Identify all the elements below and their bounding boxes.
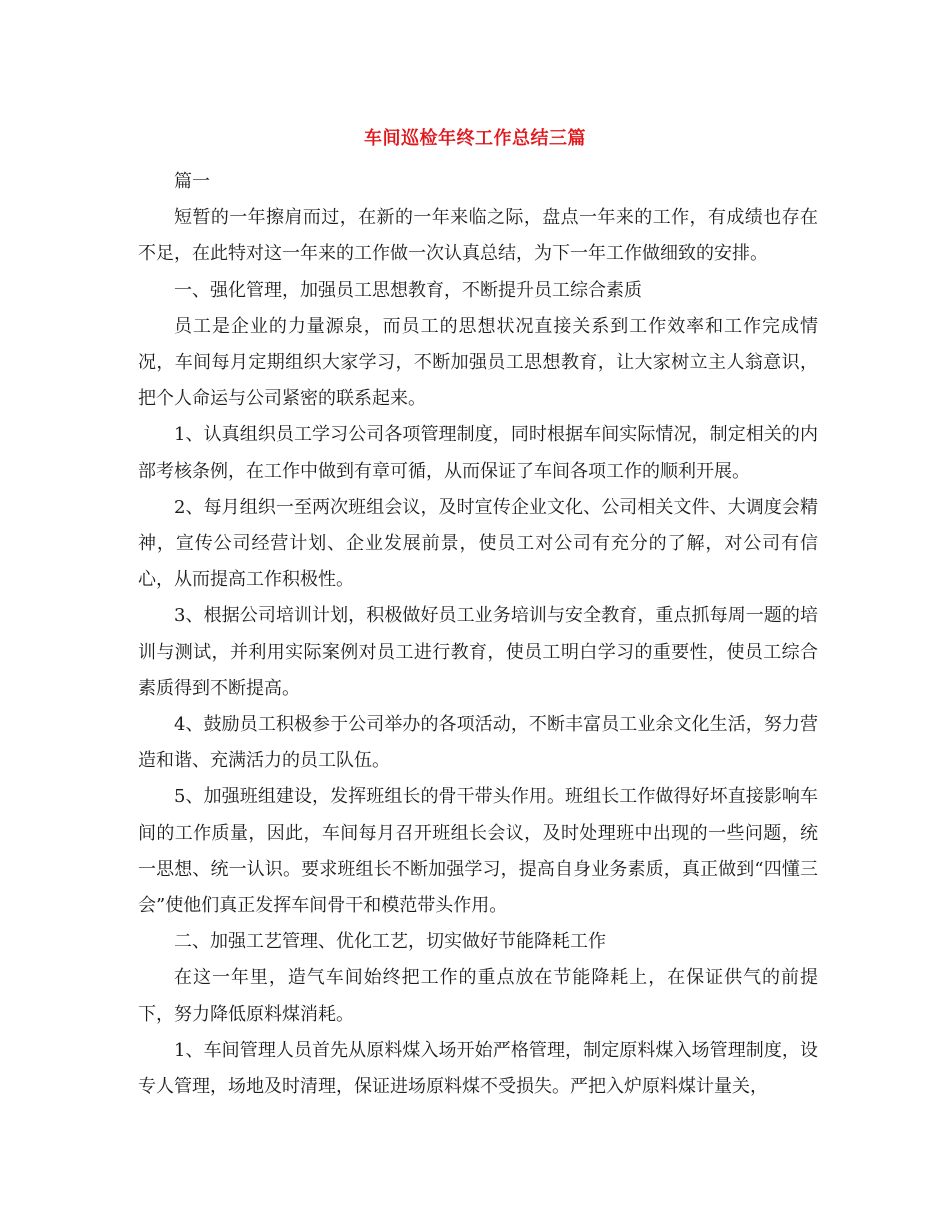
list-item: 2、每月组织一至两次班组会议，及时宣传企业文化、公司相关文件、大调度会精神，宣传公司经营计划、企业发展前景，使员工对公司有充分的了解，对公司有信心，从而提高工作积极性。 [138,496,818,591]
section-label: 篇一 [174,171,210,192]
paragraph: 员工是企业的力量源泉，而员工的思想状况直接关系到工作效率和工作完成情况，车间每月定期组织大家学习，不断加强员工思想教育，让大家树立主人翁意识，把个人命运与公司紧密的联系起来。 [138,315,818,410]
paragraph: 在这一年里，造气车间始终把工作的重点放在节能降耗上，在保证供气的前提下，努力降低原料煤消耗。 [138,967,818,1025]
section-heading: 二、加强工艺管理、优化工艺，切实做好节能降耗工作 [174,931,606,953]
document-body [138,164,818,1105]
paragraph: 短暂的一年擦肩而过，在新的一年来临之际，盘点一年来的工作，有成绩也存在不足，在此特对这一年来的工作做一次认真总结，为下一年工作做细致的安排。 [138,207,818,265]
section-heading: 一、强化管理，加强员工思想教育，不断提升员工综合素质 [174,279,642,301]
list-item: 5、加强班组建设，发挥班组长的骨干带头作用。班组长工作做得好坏直接影响车间的工作质量，因此，车间每月召开班组长会议，及时处理班中出现的一些问题，统一思想、统一认识。要求班组长不断加强学习，提高自身业务素质，真正做到“四懂三会”使他们真正发挥车间骨干和模范带头作用。 [138,786,818,917]
list-item: 4、鼓励员工积极参于公司举办的各项活动，不断丰富员工业余文化生活，努力营造和谐、充满活力的员工队伍。 [138,714,818,772]
list-item: 1、车间管理人员首先从原料煤入场开始严格管理，制定原料煤入场管理制度，设专人管理，场地及时清理，保证进场原料煤不受损失。严把入炉原料煤计量关， [138,1039,818,1098]
list-item: 3、根据公司培训计划，积极做好员工业务培训与安全教育，重点抓每周一题的培训与测试，并利用实际案例对员工进行教育，使员工明白学习的重要性，使员工综合素质得到不断提高。 [138,605,818,699]
list-item: 1、认真组织员工学习公司各项管理制度，同时根据车间实际情况，制定相关的内部考核条例，在工作中做到有章可循，从而保证了车间各项工作的顺利开展。 [138,424,818,482]
document-title: 车间巡检年终工作总结三篇 [364,128,586,149]
